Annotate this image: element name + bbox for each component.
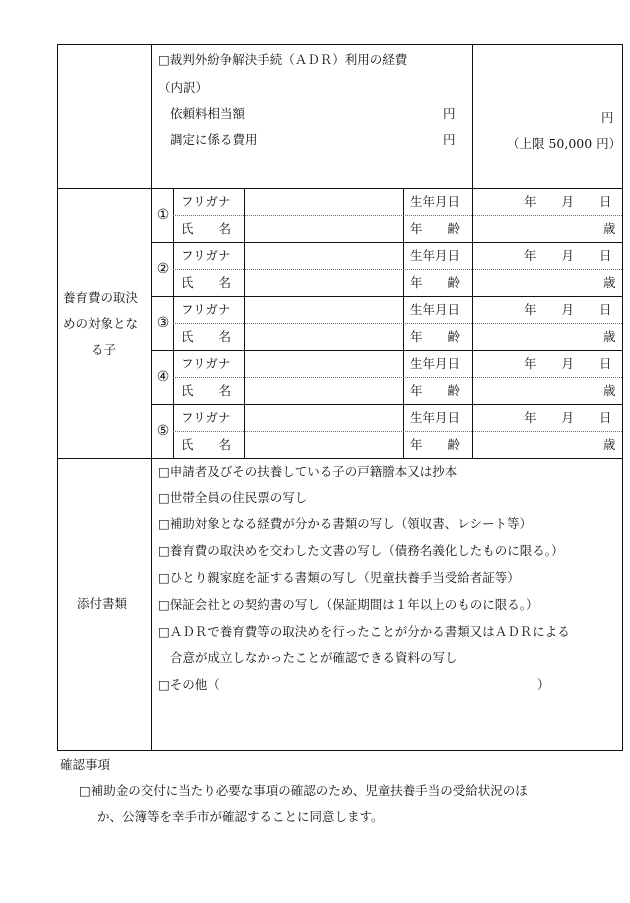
age-label: 年 齢	[410, 221, 461, 236]
adr-limit-note: （上限 50,000 円）	[507, 136, 622, 151]
age-unit: 歳	[603, 221, 616, 236]
birth-date-label: 生年月日	[410, 302, 461, 317]
attachment-checkbox-item[interactable]: □保証会社との契約書の写し（保証期間は１年以上のものに限る。）	[158, 597, 539, 612]
adr-fee-label: 依頼料相当額	[170, 106, 246, 121]
attachment-other-checkbox[interactable]: □その他（	[158, 677, 220, 692]
adr-total-unit: 円	[601, 110, 614, 125]
age-unit: 歳	[603, 329, 616, 344]
child-subrow-separator	[173, 377, 622, 378]
birth-date-label: 生年月日	[410, 356, 461, 371]
name-label: 氏 名	[181, 383, 232, 398]
furigana-label: フリガナ	[181, 248, 231, 263]
table-bottom-border	[57, 750, 623, 751]
age-unit: 歳	[603, 275, 616, 290]
age-label: 年 齢	[410, 275, 461, 290]
adr-mediation-label: 調定に係る費用	[170, 132, 258, 147]
children-label-line: 養育費の取決	[63, 290, 139, 305]
name-label: 氏 名	[181, 329, 232, 344]
child-number: ③	[156, 315, 170, 331]
birth-date-field[interactable]: 年 月 日	[524, 194, 612, 209]
child-subrow-separator	[173, 269, 622, 270]
adr-fee-unit: 円	[443, 106, 456, 121]
furigana-label: フリガナ	[181, 410, 231, 425]
child-subrow-separator	[173, 431, 622, 432]
birth-date-field[interactable]: 年 月 日	[524, 356, 612, 371]
attachment-item-continuation: 合意が成立しなかったことが確認できる資料の写し	[170, 650, 458, 665]
table-left-border	[57, 44, 58, 751]
age-unit: 歳	[603, 437, 616, 452]
attachment-checkbox-item[interactable]: □申請者及びその扶養している子の戸籍謄本又は抄本	[158, 464, 458, 479]
table-amount-column-line	[472, 44, 473, 459]
attachment-checkbox-item[interactable]: □補助対象となる経費が分かる書類の写し（領収書、レシート等）	[158, 516, 532, 531]
child-row-separator	[151, 296, 623, 297]
furigana-label: フリガナ	[181, 302, 231, 317]
child-row-separator	[151, 350, 623, 351]
child-number: ①	[156, 207, 170, 223]
name-label: 氏 名	[181, 221, 232, 236]
name-label: 氏 名	[181, 437, 232, 452]
age-unit: 歳	[603, 383, 616, 398]
attachment-checkbox-item[interactable]: □養育費の取決めを交わした文書の写し（債務名義化したものに限る。）	[158, 543, 564, 558]
child-row-separator	[151, 404, 623, 405]
attachment-other-close: ）	[537, 677, 550, 692]
confirmation-heading: 確認事項	[60, 757, 111, 772]
table-divider-adr	[57, 188, 623, 189]
confirmation-consent-continuation: か、公簿等を幸手市が確認することに同意します。	[97, 809, 384, 824]
confirmation-consent-checkbox[interactable]: □補助金の交付に当たり必要な事項の確認のため、児童扶養手当の受給状況のほ	[79, 783, 528, 798]
child-subrow-separator	[173, 215, 622, 216]
adr-mediation-unit: 円	[443, 132, 456, 147]
attachments-label: 添付書類	[77, 596, 128, 611]
table-right-border	[622, 44, 623, 751]
adr-breakdown-heading: （内訳）	[158, 80, 209, 95]
child-row-separator	[151, 242, 623, 243]
table-label-column-line	[151, 44, 152, 751]
age-label: 年 齢	[410, 329, 461, 344]
name-label: 氏 名	[181, 275, 232, 290]
birth-date-label: 生年月日	[410, 194, 461, 209]
birth-date-label: 生年月日	[410, 410, 461, 425]
birth-date-label: 生年月日	[410, 248, 461, 263]
child-number: ④	[156, 369, 170, 385]
child-number: ②	[156, 261, 170, 277]
birth-date-field[interactable]: 年 月 日	[524, 410, 612, 425]
child-number: ⑤	[156, 423, 170, 439]
children-label-line: めの対象とな	[63, 316, 139, 331]
adr-checkbox-label[interactable]: □裁判外紛争解決手続（ＡＤＲ）利用の経費	[158, 52, 408, 67]
attachment-checkbox-item[interactable]: □ひとり親家庭を証する書類の写し（児童扶養手当受給者証等）	[158, 570, 520, 585]
children-label-line: る子	[91, 342, 117, 357]
table-top-border	[57, 44, 623, 45]
table-divider-children	[57, 458, 623, 459]
attachment-checkbox-item[interactable]: □ＡＤＲで養育費等の取決めを行ったことが分かる書類又はＡＤＲによる	[158, 624, 570, 639]
furigana-label: フリガナ	[181, 194, 231, 209]
furigana-label: フリガナ	[181, 356, 231, 371]
attachment-checkbox-item[interactable]: □世帯全員の住民票の写し	[158, 490, 308, 505]
birth-date-field[interactable]: 年 月 日	[524, 302, 612, 317]
age-label: 年 齢	[410, 383, 461, 398]
birth-date-field[interactable]: 年 月 日	[524, 248, 612, 263]
age-label: 年 齢	[410, 437, 461, 452]
child-subrow-separator	[173, 323, 622, 324]
